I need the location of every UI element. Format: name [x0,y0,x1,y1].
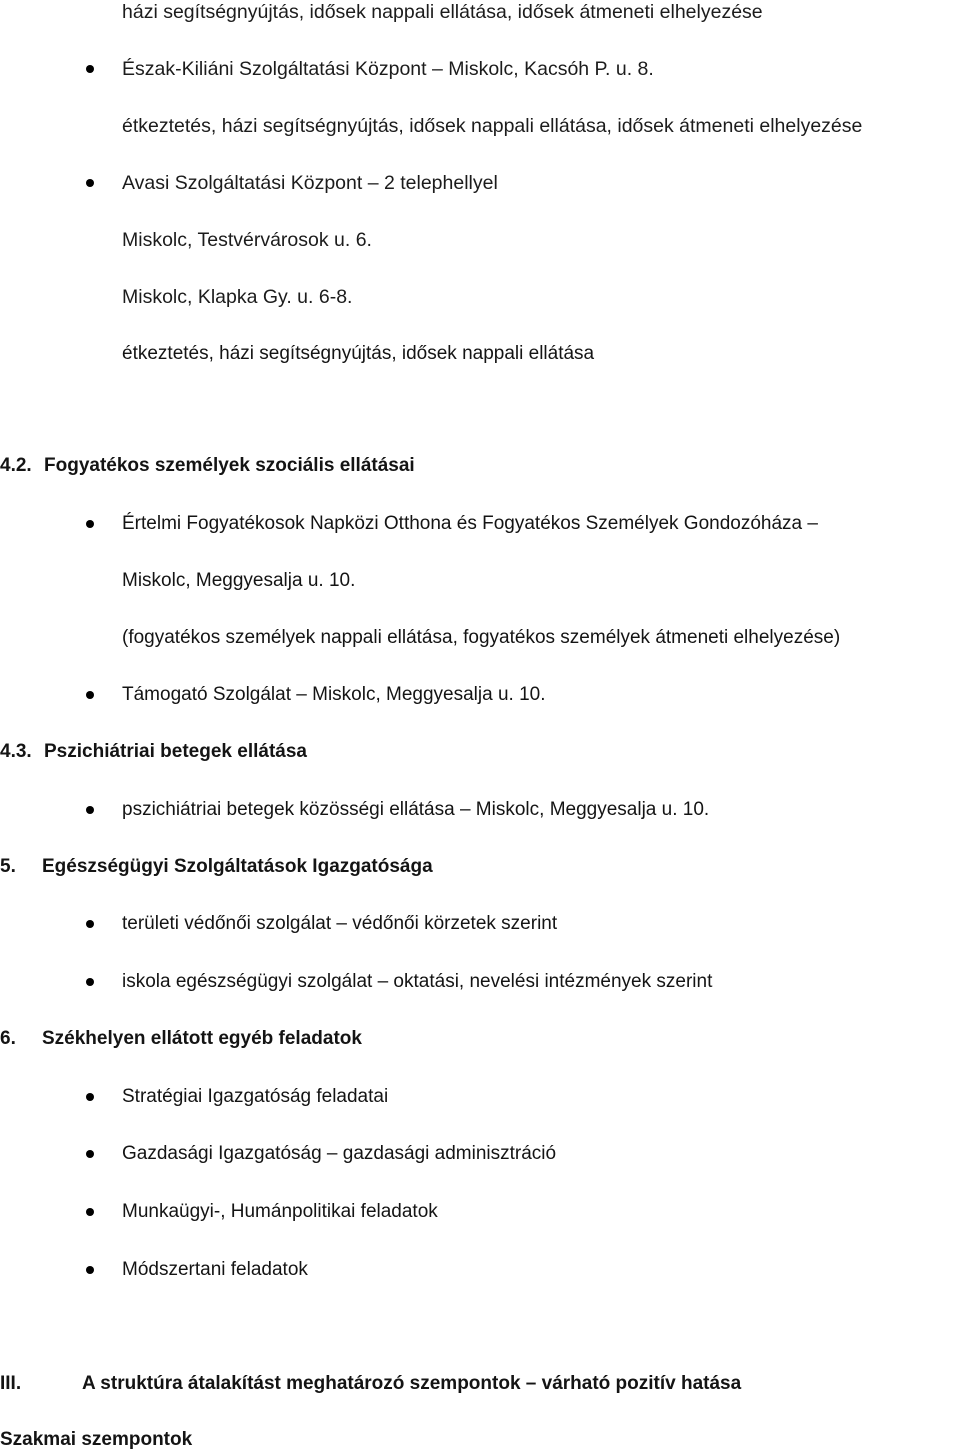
section-number: 6. [0,1028,16,1049]
bullet-icon [86,806,94,814]
section-title: Egészségügyi Szolgáltatások Igazgatósága [42,856,433,877]
bullet-icon [86,1266,94,1274]
list-item: Stratégiai Igazgatóság feladatai [122,1086,389,1107]
list-item: pszichiátriai betegek közösségi ellátása – Miskolc, Meggyesalja u. 10. [122,799,710,820]
bullet-icon [86,1150,94,1158]
subheading: Szakmai szempontok [0,1429,193,1450]
list-item: Avasi Szolgáltatási Központ – 2 telephellyel [122,172,498,194]
section-heading [0,1027,958,1051]
section-heading [0,740,958,764]
section-title: Fogyatékos személyek szociális ellátásai [44,455,415,476]
list-item: Módszertani feladatok [122,1259,308,1280]
section-number: 5. [0,856,16,877]
bullet-icon [86,978,94,986]
chapter-title: A struktúra átalakítást meghatározó szempontok – várható pozitív hatása [82,1373,742,1394]
bullet-icon [86,1093,94,1101]
section-title: Székhelyen ellátott egyéb feladatok [42,1028,362,1049]
list-item-detail: Miskolc, Meggyesalja u. 10. [122,570,356,591]
section-heading [0,855,958,879]
list-item: Támogató Szolgálat – Miskolc, Meggyesalja u. 10. [122,684,546,705]
chapter-heading [0,1372,958,1396]
chapter-number: III. [0,1373,22,1394]
list-item-detail: házi segítségnyújtás, idősek nappali ellátása, idősek átmeneti elhelyezése [122,1,763,23]
list-item-detail: Miskolc, Klapka Gy. u. 6-8. [122,286,353,308]
bullet-icon [86,691,94,699]
list-item: Észak-Kiliáni Szolgáltatási Központ – Miskolc, Kacsóh P. u. 8. [122,58,654,80]
list-item-detail: (fogyatékos személyek nappali ellátása, fogyatékos személyek átmeneti elhelyezése) [122,627,841,648]
section-heading [0,454,958,478]
list-item: Gazdasági Igazgatóság – gazdasági adminisztráció [122,1143,557,1164]
list-item-detail: étkeztetés, házi segítségnyújtás, idősek nappali ellátása [122,343,595,364]
list-item-detail: Miskolc, Testvérvárosok u. 6. [122,229,372,251]
section-number: 4.3. [0,741,32,762]
bullet-icon [86,65,94,73]
list-item-detail: étkeztetés, házi segítségnyújtás, idősek nappali ellátása, idősek átmeneti elhelyezése [122,115,863,137]
section-number: 4.2. [0,455,32,476]
bullet-icon [86,1208,94,1216]
list-item: Értelmi Fogyatékosok Napközi Otthona és Fogyatékos Személyek Gondozóháza – [122,513,818,534]
bullet-icon [86,520,94,528]
list-item: iskola egészségügyi szolgálat – oktatási, nevelési intézmények szerint [122,971,713,992]
list-item: Munkaügyi-, Humánpolitikai feladatok [122,1201,438,1222]
bullet-icon [86,179,94,187]
list-item: területi védőnői szolgálat – védőnői körzetek szerint [122,913,558,934]
section-title: Pszichiátriai betegek ellátása [44,741,307,762]
bullet-icon [86,920,94,928]
